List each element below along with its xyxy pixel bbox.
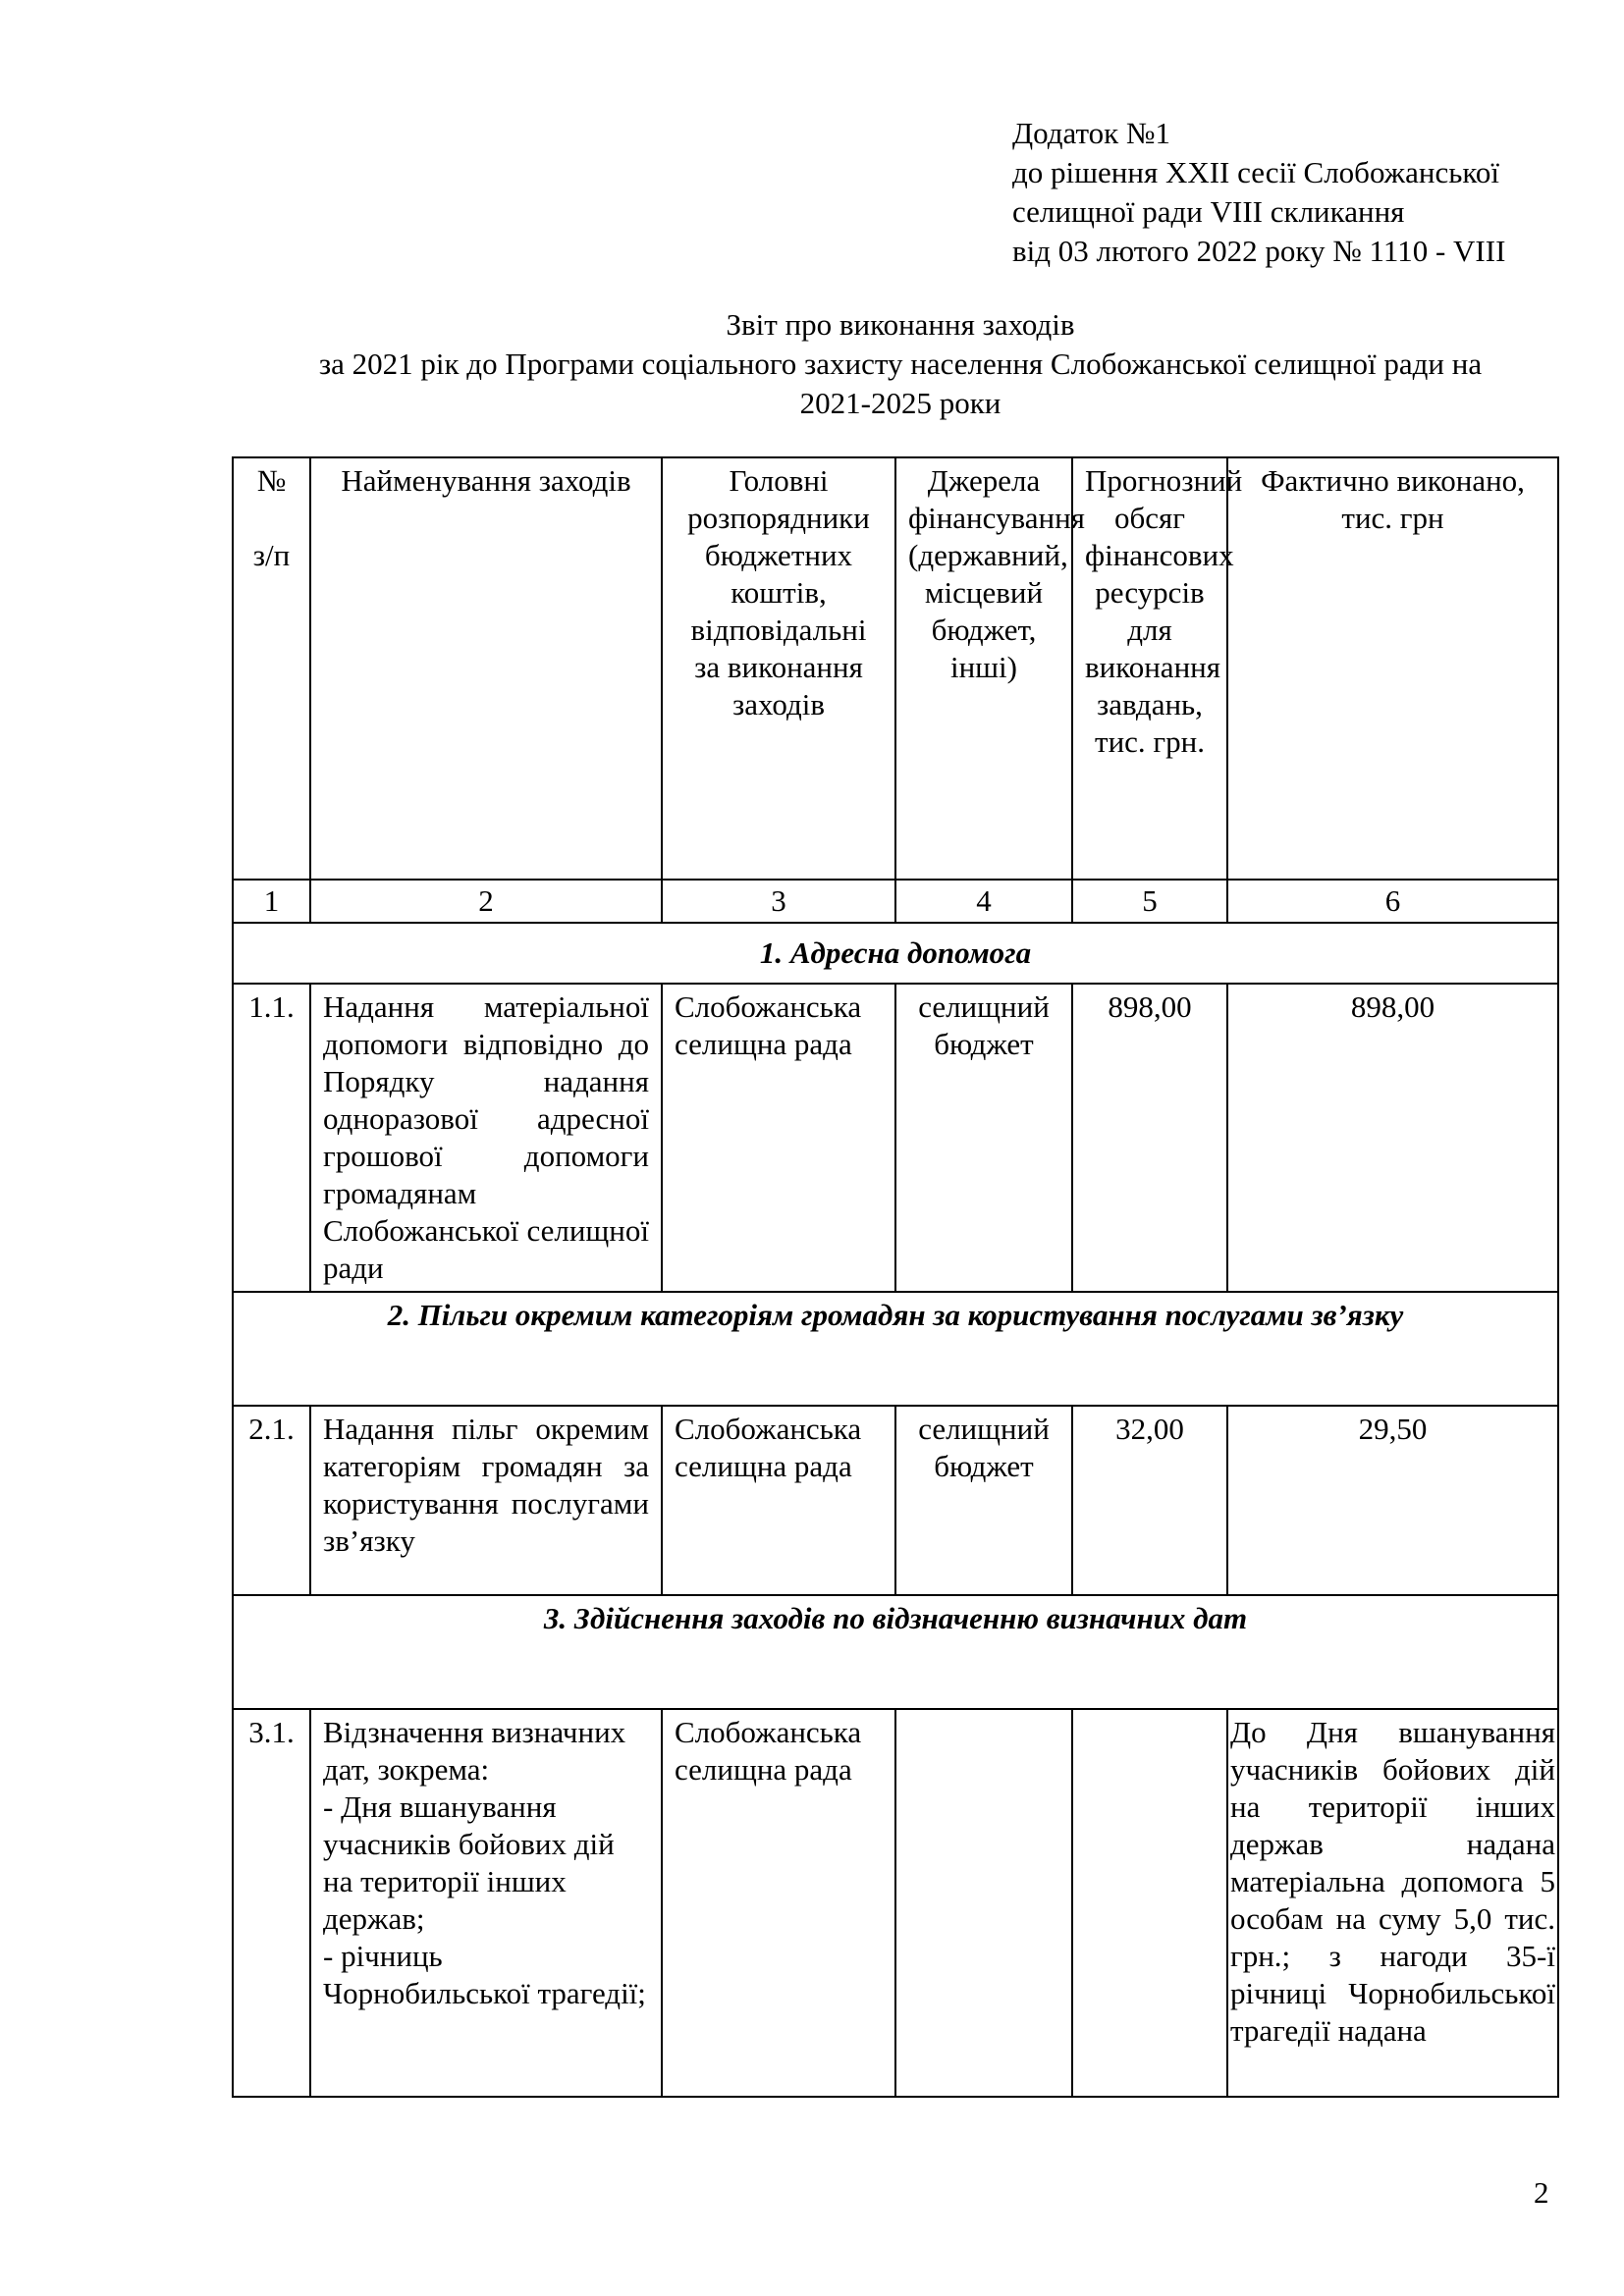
page-number: 2 (1534, 2175, 1549, 2210)
addendum-line: від 03 лютого 2022 року № 1110 - VIII (1012, 234, 1506, 268)
section-row (233, 923, 1558, 984)
addendum-line: Додаток №1 (1012, 116, 1171, 150)
title-line: Звіт про виконання заходів (726, 307, 1075, 342)
addendum-line: селищної ради VIII скликання (1012, 194, 1405, 229)
measure-line: - Дня вшанування учасників бойових дій на території інших держав; (323, 1789, 615, 1936)
row-actual-amount: 29,50 (1227, 1406, 1558, 1595)
column-numbers-row (233, 880, 1558, 923)
row-budget-manager: Слобожанська селищна рада (662, 984, 895, 1292)
row-measure-name: Надання пільг окремим категоріям громадян за користування послугами зв’язку (310, 1406, 662, 1595)
table-row (233, 1709, 1558, 2097)
measure-line: - річниць Чорнобильської трагедії; (323, 1939, 646, 2010)
row-budget-manager: Слобожанська селищна рада (662, 1709, 895, 2097)
report-title (236, 305, 1565, 423)
row-funding-source: селищний бюджет (895, 1406, 1072, 1595)
column-number: 6 (1227, 880, 1558, 923)
row-planned-amount: 898,00 (1072, 984, 1227, 1292)
row-measure-name: Надання матеріальної допомоги відповідно до Порядку надання одноразової адресної грошової допомоги громадянам Слобожанської селищної ради (310, 984, 662, 1292)
row-budget-manager: Слобожанська селищна рада (662, 1406, 895, 1595)
row-number: 3.1. (233, 1709, 310, 2097)
row-actual-amount: До Дня вшанування учасників бойових дій на території інших держав надана матеріальна допомога 5 особам на суму 5,0 тис. грн.; з нагоди 35-ї річниці Чорнобильської трагедії надана (1227, 1709, 1558, 2097)
section-title: 2. Пільги окремим категоріям громадян за користування послугами зв’язку (233, 1292, 1558, 1406)
row-funding-source: селищний бюджет (895, 984, 1072, 1292)
section-row (233, 1292, 1558, 1406)
header-budget-managers: Головні розпорядники бюджетних коштів, відповідальні за виконання заходів (662, 457, 895, 880)
table-row (233, 1406, 1558, 1595)
row-planned-amount: 32,00 (1072, 1406, 1227, 1595)
header-actual-amount: Фактично виконано, тис. грн (1227, 457, 1558, 880)
section-title: 3. Здійснення заходів по відзначенню визначних дат (233, 1595, 1558, 1709)
table-row (233, 984, 1558, 1292)
header-planned-amount: Прогнозний обсяг фінансових ресурсів для виконання завдань, тис. грн. (1072, 457, 1227, 880)
column-number: 3 (662, 880, 895, 923)
measure-line: Відзначення визначних дат, зокрема: (323, 1715, 626, 1787)
row-planned-amount (1072, 1709, 1227, 2097)
header-funding-sources: Джерела фінансування (державний, місцевий бюджет, інші) (895, 457, 1072, 880)
row-funding-source (895, 1709, 1072, 2097)
row-measure-name (310, 1709, 662, 2097)
column-number: 4 (895, 880, 1072, 923)
section-row (233, 1595, 1558, 1709)
report-table (232, 456, 1559, 2098)
header-number: № з/п (233, 457, 310, 880)
column-number: 2 (310, 880, 662, 923)
addendum-block (1012, 114, 1505, 271)
title-line: за 2021 рік до Програми соціального захисту населення Слобожанської селищної ради на (318, 347, 1483, 381)
header-measure-name: Найменування заходів (310, 457, 662, 880)
row-number: 2.1. (233, 1406, 310, 1595)
section-title: 1. Адресна допомога (233, 923, 1558, 984)
row-number: 1.1. (233, 984, 310, 1292)
column-number: 1 (233, 880, 310, 923)
title-line: 2021-2025 роки (799, 386, 1001, 420)
row-actual-amount: 898,00 (1227, 984, 1558, 1292)
table-header-row (233, 457, 1558, 880)
column-number: 5 (1072, 880, 1227, 923)
addendum-line: до рішення ХХІІ сесії Слобожанської (1012, 155, 1499, 189)
